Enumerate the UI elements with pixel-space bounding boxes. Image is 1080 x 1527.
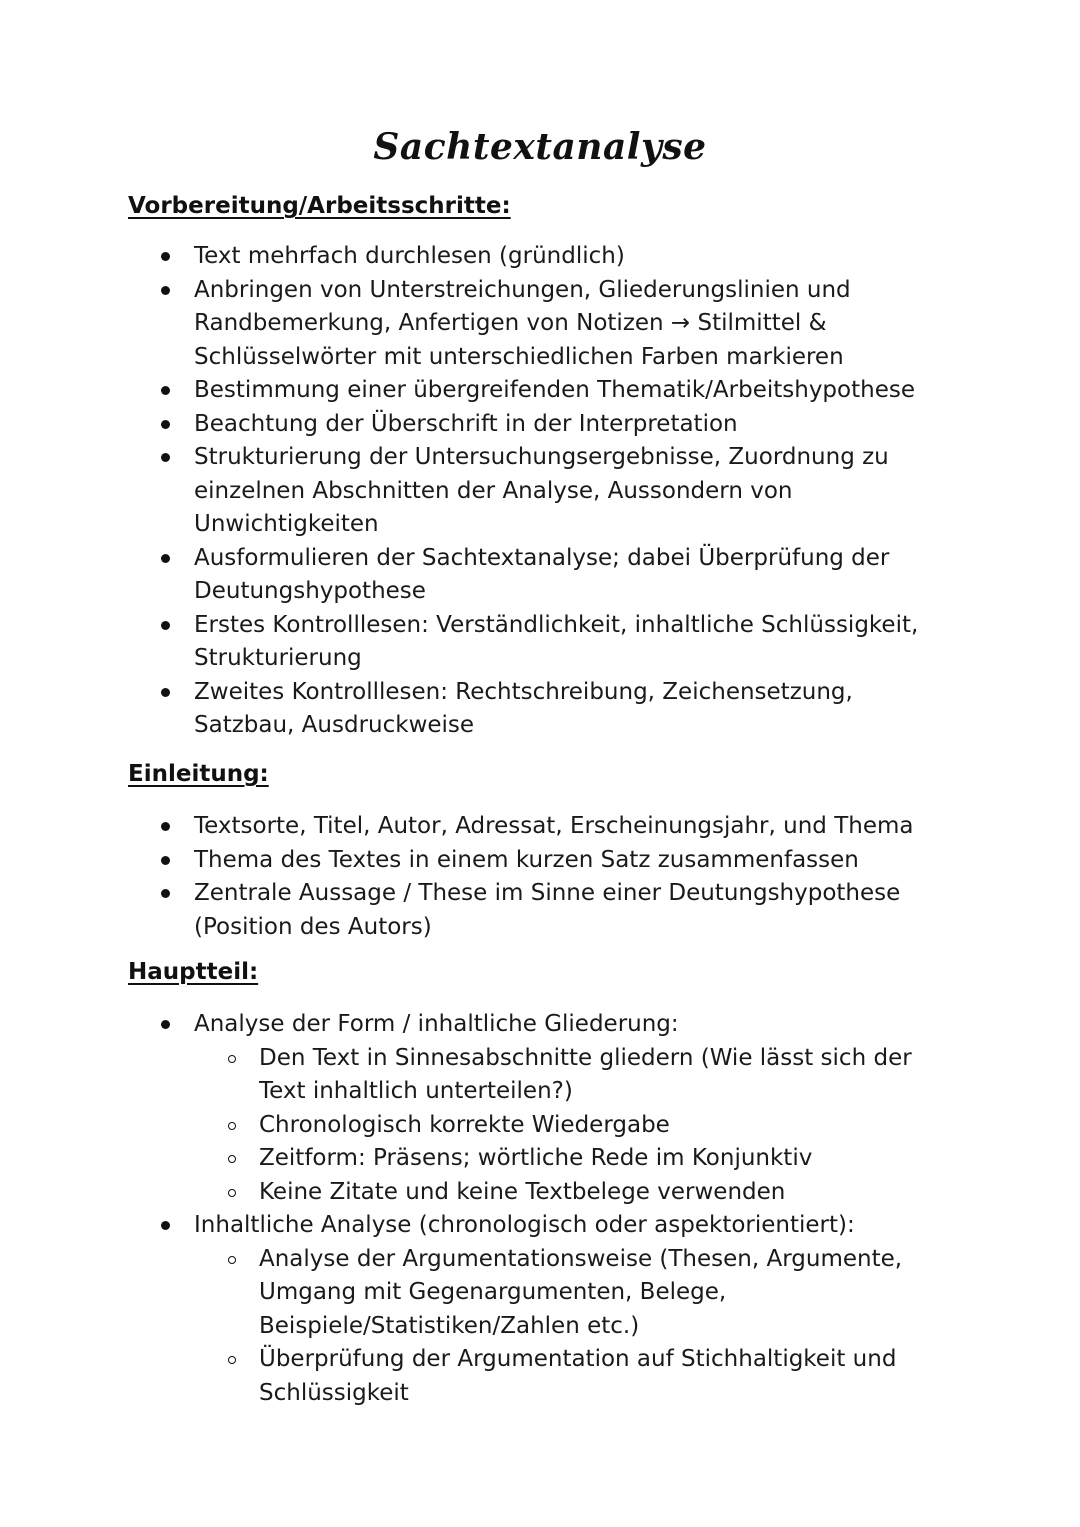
list-item: Zweites Kontrolllesen: Rechtschreibung, Zeichensetzung, Satzbau, Ausdruckweise — [160, 676, 884, 743]
list-item — [160, 1209, 950, 1410]
sublist-form — [194, 1042, 950, 1210]
list-item: Thema des Textes in einem kurzen Satz zusammenfassen — [160, 844, 950, 878]
list-item: Zentrale Aussage / These im Sinne einer Deutungshypothese (Position des Autors) — [160, 877, 924, 944]
list-item-label: Inhaltliche Analyse (chronologisch oder aspektorientiert): — [194, 1212, 855, 1238]
list-item-label: Analyse der Form / inhaltliche Gliederung: — [194, 1011, 679, 1037]
sublist-inhalt — [194, 1243, 950, 1411]
list-item — [160, 1008, 950, 1209]
sublist-item: Zeitform: Präsens; wörtliche Rede im Konjunktiv — [226, 1142, 950, 1176]
heading-einleitung: Einleitung: — [128, 761, 269, 787]
list-item: Strukturierung der Untersuchungsergebnisse, Zuordnung zu einzelnen Abschnitten der Analyse, Aussondern von Unwichtigkeiten — [160, 441, 904, 542]
list-item: Bestimmung einer übergreifenden Thematik/Arbeitshypothese — [160, 374, 950, 408]
list-item: Beachtung der Überschrift in der Interpretation — [160, 408, 950, 442]
sublist-item: Analyse der Argumentationsweise (Thesen, Argumente, Umgang mit Gegenargumenten, Belege, Beispiele/Statistiken/Zahlen etc.) — [226, 1243, 919, 1344]
list-item: Textsorte, Titel, Autor, Adressat, Erscheinungsjahr, und Thema — [160, 810, 950, 844]
sublist-item: Den Text in Sinnesabschnitte gliedern (Wie lässt sich der Text inhaltlich unterteilen?) — [226, 1042, 919, 1109]
page-title: Sachtextanalyse — [373, 126, 707, 168]
list-hauptteil — [160, 1008, 950, 1410]
heading-vorbereitung: Vorbereitung/Arbeitsschritte: — [128, 193, 511, 219]
list-item: Erstes Kontrolllesen: Verständlichkeit, inhaltliche Schlüssigkeit, Strukturierung — [160, 609, 934, 676]
sublist-item: Überprüfung der Argumentation auf Stichhaltigkeit und Schlüssigkeit — [226, 1343, 919, 1410]
list-item: Ausformulieren der Sachtextanalyse; dabei Überprüfung der Deutungshypothese — [160, 542, 914, 609]
sublist-item: Keine Zitate und keine Textbelege verwenden — [226, 1176, 950, 1210]
list-einleitung — [160, 810, 950, 944]
heading-hauptteil: Hauptteil: — [128, 959, 259, 985]
list-vorbereitung — [160, 240, 950, 743]
sublist-item: Chronologisch korrekte Wiedergabe — [226, 1109, 950, 1143]
list-item: Anbringen von Unterstreichungen, Gliederungslinien und Randbemerkung, Anfertigen von Notizen → Stilmittel & Schlüsselwörter mit unterschiedlichen Farben markieren — [160, 274, 884, 375]
list-item: Text mehrfach durchlesen (gründlich) — [160, 240, 950, 274]
